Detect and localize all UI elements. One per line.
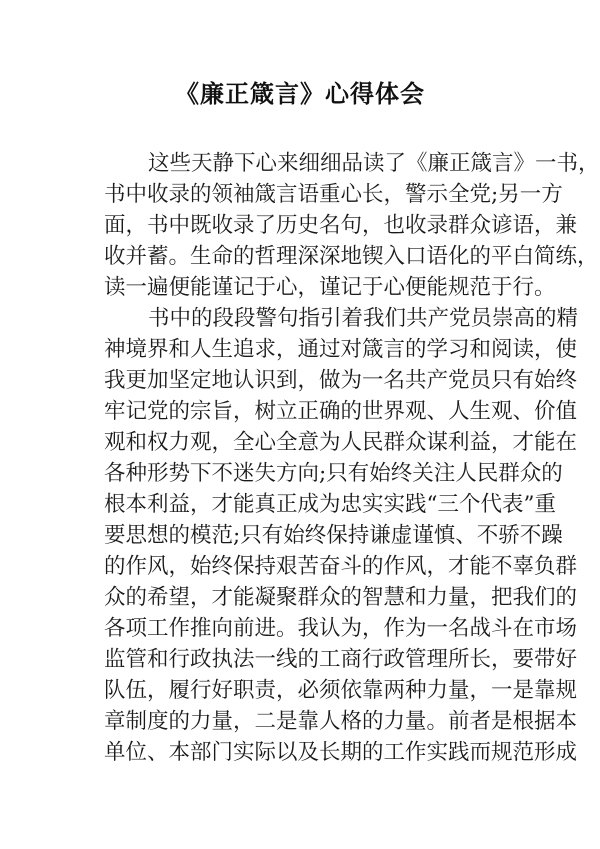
text-line: 的作风，始终保持艰苦奋斗的作风，才能不辜负群 (104, 554, 578, 579)
text-line: 神境界和人生追求，通过对箴言的学习和阅读，使 (104, 337, 578, 362)
text-line: 监管和行政执法一线的工商行政管理所长，要带好 (104, 647, 578, 672)
text-line: 各项工作推向前进。我认为，作为一名战斗在市场 (104, 616, 578, 641)
text-line: 单位、本部门实际以及长期的工作实践而规范形成 (104, 740, 578, 765)
document-title: 《廉正箴言》心得体会 (175, 79, 425, 108)
text-line: 根本利益，才能真正成为忠实实践“三个代表”重 (104, 492, 556, 517)
text-line: 章制度的力量，二是靠人格的力量。前者是根据本 (104, 709, 578, 734)
text-line: 牢记党的宗旨，树立正确的世界观、人生观、价值 (104, 399, 578, 424)
text-line: 各种形势下不迷失方向;只有始终关注人民群众的 (104, 461, 563, 486)
text-line: 这些天静下心来细细品读了《廉正箴言》一书， (148, 151, 600, 176)
text-line: 书中收录的领袖箴言语重心长，警示全党;另一方 (104, 182, 563, 207)
text-line: 要思想的模范;只有始终保持谦虚谨慎、不骄不躁 (104, 523, 563, 548)
text-line: 众的希望，才能凝聚群众的智慧和力量，把我们的 (104, 585, 578, 610)
text-line: 队伍，履行好职责，必须依靠两种力量，一是靠规 (104, 678, 578, 703)
document-body (104, 148, 600, 768)
text-line: 观和权力观，全心全意为人民群众谋利益，才能在 (104, 430, 578, 455)
text-line: 面，书中既收录了历史名句，也收录群众谚语，兼 (104, 213, 578, 238)
paragraph-1 (104, 148, 600, 303)
text-line: 我更加坚定地认识到，做为一名共产党员只有始终 (104, 368, 578, 393)
text-line: 收并蓄。生命的哲理深深地锲入口语化的平白简练， (104, 244, 599, 269)
text-line: 书中的段段警句指引着我们共产党员崇高的精 (148, 306, 579, 331)
text-line: 读一遍便能谨记于心，谨记于心便能规范于行。 (104, 275, 556, 300)
paragraph-2 (104, 303, 579, 768)
